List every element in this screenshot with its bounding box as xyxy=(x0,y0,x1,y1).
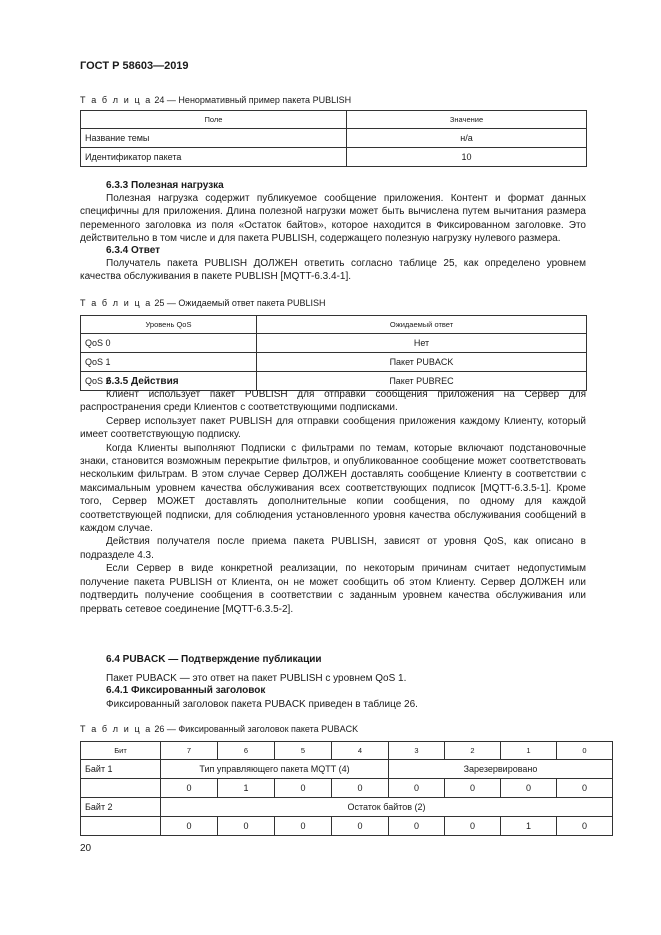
paragraph-actions-3: Когда Клиенты выполняют Подписки с фильтрами по темам, которые включают подстановочные знаки, становится возможным перекрытие фильтров, и опубликованное сообщение может соответствовать нескольким фильтрам. В этом случае Сервер ДОЛЖЕН доставлять сообщение Клиенту в соответствии с максимальным уровнем качества обслуживания всех соответствующих подписок [MQTT-6.3.5-1]. Кроме того, Сервер МОЖЕТ доставлять дополнительные копии сообщения, по одному для каждой соответствующей подписки, для соблюдения установленного уровня качества обслуживания сообщений в каждом случае. xyxy=(80,442,586,535)
cell-field: Название темы xyxy=(81,129,347,148)
paragraph-fixed-header: Фиксированный заголовок пакета PUBACK приведен в таблице 26. xyxy=(106,699,418,710)
paragraph-actions-1: Клиент использует пакет PUBLISH для отправки сообщения приложения на Сервер для распространения среди Клиентов с соответствующими подписками. xyxy=(80,389,586,414)
paragraph-puback: Пакет PUBACK — это ответ на пакет PUBLISH с уровнем QoS 1. xyxy=(106,673,407,684)
table-row xyxy=(81,129,587,148)
table-24-caption xyxy=(80,95,351,105)
column-header-value: Значение xyxy=(347,111,587,129)
remaining-length-cell: Остаток байтов (2) xyxy=(161,798,613,817)
cell-value: 10 xyxy=(347,148,587,167)
bit-value: 1 xyxy=(501,817,557,836)
table-row xyxy=(81,334,587,353)
table-header-row xyxy=(81,111,587,129)
table-row-byte2-values xyxy=(81,817,613,836)
table-25-caption xyxy=(80,298,326,308)
bit-value: 0 xyxy=(161,779,218,798)
cell-response: Пакет PUBACK xyxy=(257,353,587,372)
bit-value: 0 xyxy=(445,817,501,836)
table-row-byte1-values xyxy=(81,779,613,798)
packet-type-cell: Тип управляющего пакета MQTT (4) xyxy=(161,760,389,779)
document-header: ГОСТ Р 58603—2019 xyxy=(80,60,189,72)
table-row xyxy=(81,353,587,372)
bit-value: 0 xyxy=(275,817,332,836)
bit-header: 3 xyxy=(389,742,445,760)
bit-value: 0 xyxy=(445,779,501,798)
bit-header: 0 xyxy=(557,742,613,760)
bit-header: 1 xyxy=(501,742,557,760)
column-header-bit: Бит xyxy=(81,742,161,760)
caption-text: 26 — Фиксированный заголовок пакета PUBACK xyxy=(154,724,359,734)
bit-value: 0 xyxy=(275,779,332,798)
table-header-row xyxy=(81,316,587,334)
empty-cell xyxy=(81,779,161,798)
table-26-caption xyxy=(80,724,358,734)
cell-value: н/а xyxy=(347,129,587,148)
paragraph-actions-5: Если Сервер в виде конкретной реализации, по некоторым причинам считает недопустимым получение пакета PUBLISH от Клиента, он не может сообщить об этом Клиенту. Сервер ДОЛЖЕН или подтвердить получение сообщения в соответствии с заданным уровнем качества обслуживания или прервать сетевое соединение [MQTT-6.3.5-2]. xyxy=(80,563,586,615)
column-header-qos: Уровень QoS xyxy=(81,316,257,334)
section-heading-6-3-5: 6.3.5 Действия xyxy=(106,376,179,387)
column-header-response: Ожидаемый ответ xyxy=(257,316,587,334)
reserved-cell: Зарезервировано xyxy=(389,760,613,779)
bit-value: 0 xyxy=(332,817,389,836)
bit-value: 0 xyxy=(389,817,445,836)
paragraph-payload: Полезная нагрузка содержит публикуемое сообщение приложения. Контент и формат данных специфичны для приложения. Длина полезной нагрузки может быть вычислена путем вычитания размера переменного заголовка из поля «Остаток байтов», которое находится в Фиксированном заголовке. Это действительно в том числе и для пакета PUBLISH, содержащего полезную нагрузку нулевого размера. xyxy=(80,193,586,245)
caption-prefix: Т а б л и ц а xyxy=(80,724,152,734)
table-row-byte2 xyxy=(81,798,613,817)
bit-value: 0 xyxy=(218,817,275,836)
paragraph-actions-2: Сервер использует пакет PUBLISH для отправки сообщения приложения каждому Клиенту, который имеет соответствующую подписку. xyxy=(80,415,586,441)
table-24 xyxy=(80,110,587,167)
cell-field: Идентификатор пакета xyxy=(81,148,347,167)
cell-qos: QoS 2 xyxy=(81,372,257,391)
byte-label: Байт 1 xyxy=(81,760,161,779)
bit-header: 4 xyxy=(332,742,389,760)
bit-header: 5 xyxy=(275,742,332,760)
bit-value: 0 xyxy=(557,817,613,836)
cell-response: Пакет PUBREC xyxy=(257,372,587,391)
page-number: 20 xyxy=(80,843,92,854)
section-body-actions xyxy=(80,388,586,616)
table-row xyxy=(81,148,587,167)
section-heading-6-3-3: 6.3.3 Полезная нагрузка xyxy=(106,180,224,191)
bit-header: 6 xyxy=(218,742,275,760)
caption-prefix: Т а б л и ц а xyxy=(80,298,152,308)
empty-cell xyxy=(81,817,161,836)
table-26 xyxy=(80,741,613,836)
bit-value: 0 xyxy=(557,779,613,798)
bit-value: 1 xyxy=(218,779,275,798)
bit-value: 0 xyxy=(501,779,557,798)
cell-response: Нет xyxy=(257,334,587,353)
byte-label: Байт 2 xyxy=(81,798,161,817)
bit-value: 0 xyxy=(332,779,389,798)
section-heading-6-4: 6.4 PUBACK — Подтверждение публикации xyxy=(106,654,322,665)
table-row-byte1 xyxy=(81,760,613,779)
paragraph-actions-4: Действия получателя после приема пакета PUBLISH, зависят от уровня QoS, как описано в подразделе 4.3. xyxy=(80,536,586,561)
bit-value: 0 xyxy=(161,817,218,836)
caption-text: 25 — Ожидаемый ответ пакета PUBLISH xyxy=(154,298,326,308)
table-header-row xyxy=(81,742,613,760)
section-heading-6-3-4: 6.3.4 Ответ xyxy=(106,245,161,256)
section-heading-6-4-1: 6.4.1 Фиксированный заголовок xyxy=(106,685,266,696)
column-header-field: Поле xyxy=(81,111,347,129)
cell-qos: QoS 1 xyxy=(81,353,257,372)
cell-qos: QoS 0 xyxy=(81,334,257,353)
caption-prefix: Т а б л и ц а xyxy=(80,95,152,105)
caption-text: 24 — Ненормативный пример пакета PUBLISH xyxy=(154,95,352,105)
bit-header: 7 xyxy=(161,742,218,760)
bit-value: 0 xyxy=(389,779,445,798)
paragraph-response: Получатель пакета PUBLISH ДОЛЖЕН ответить согласно таблице 25, как определено уровнем качества обслуживания в пакете PUBLISH [MQTT-6.3.4-1]. xyxy=(80,258,586,283)
bit-header: 2 xyxy=(445,742,501,760)
